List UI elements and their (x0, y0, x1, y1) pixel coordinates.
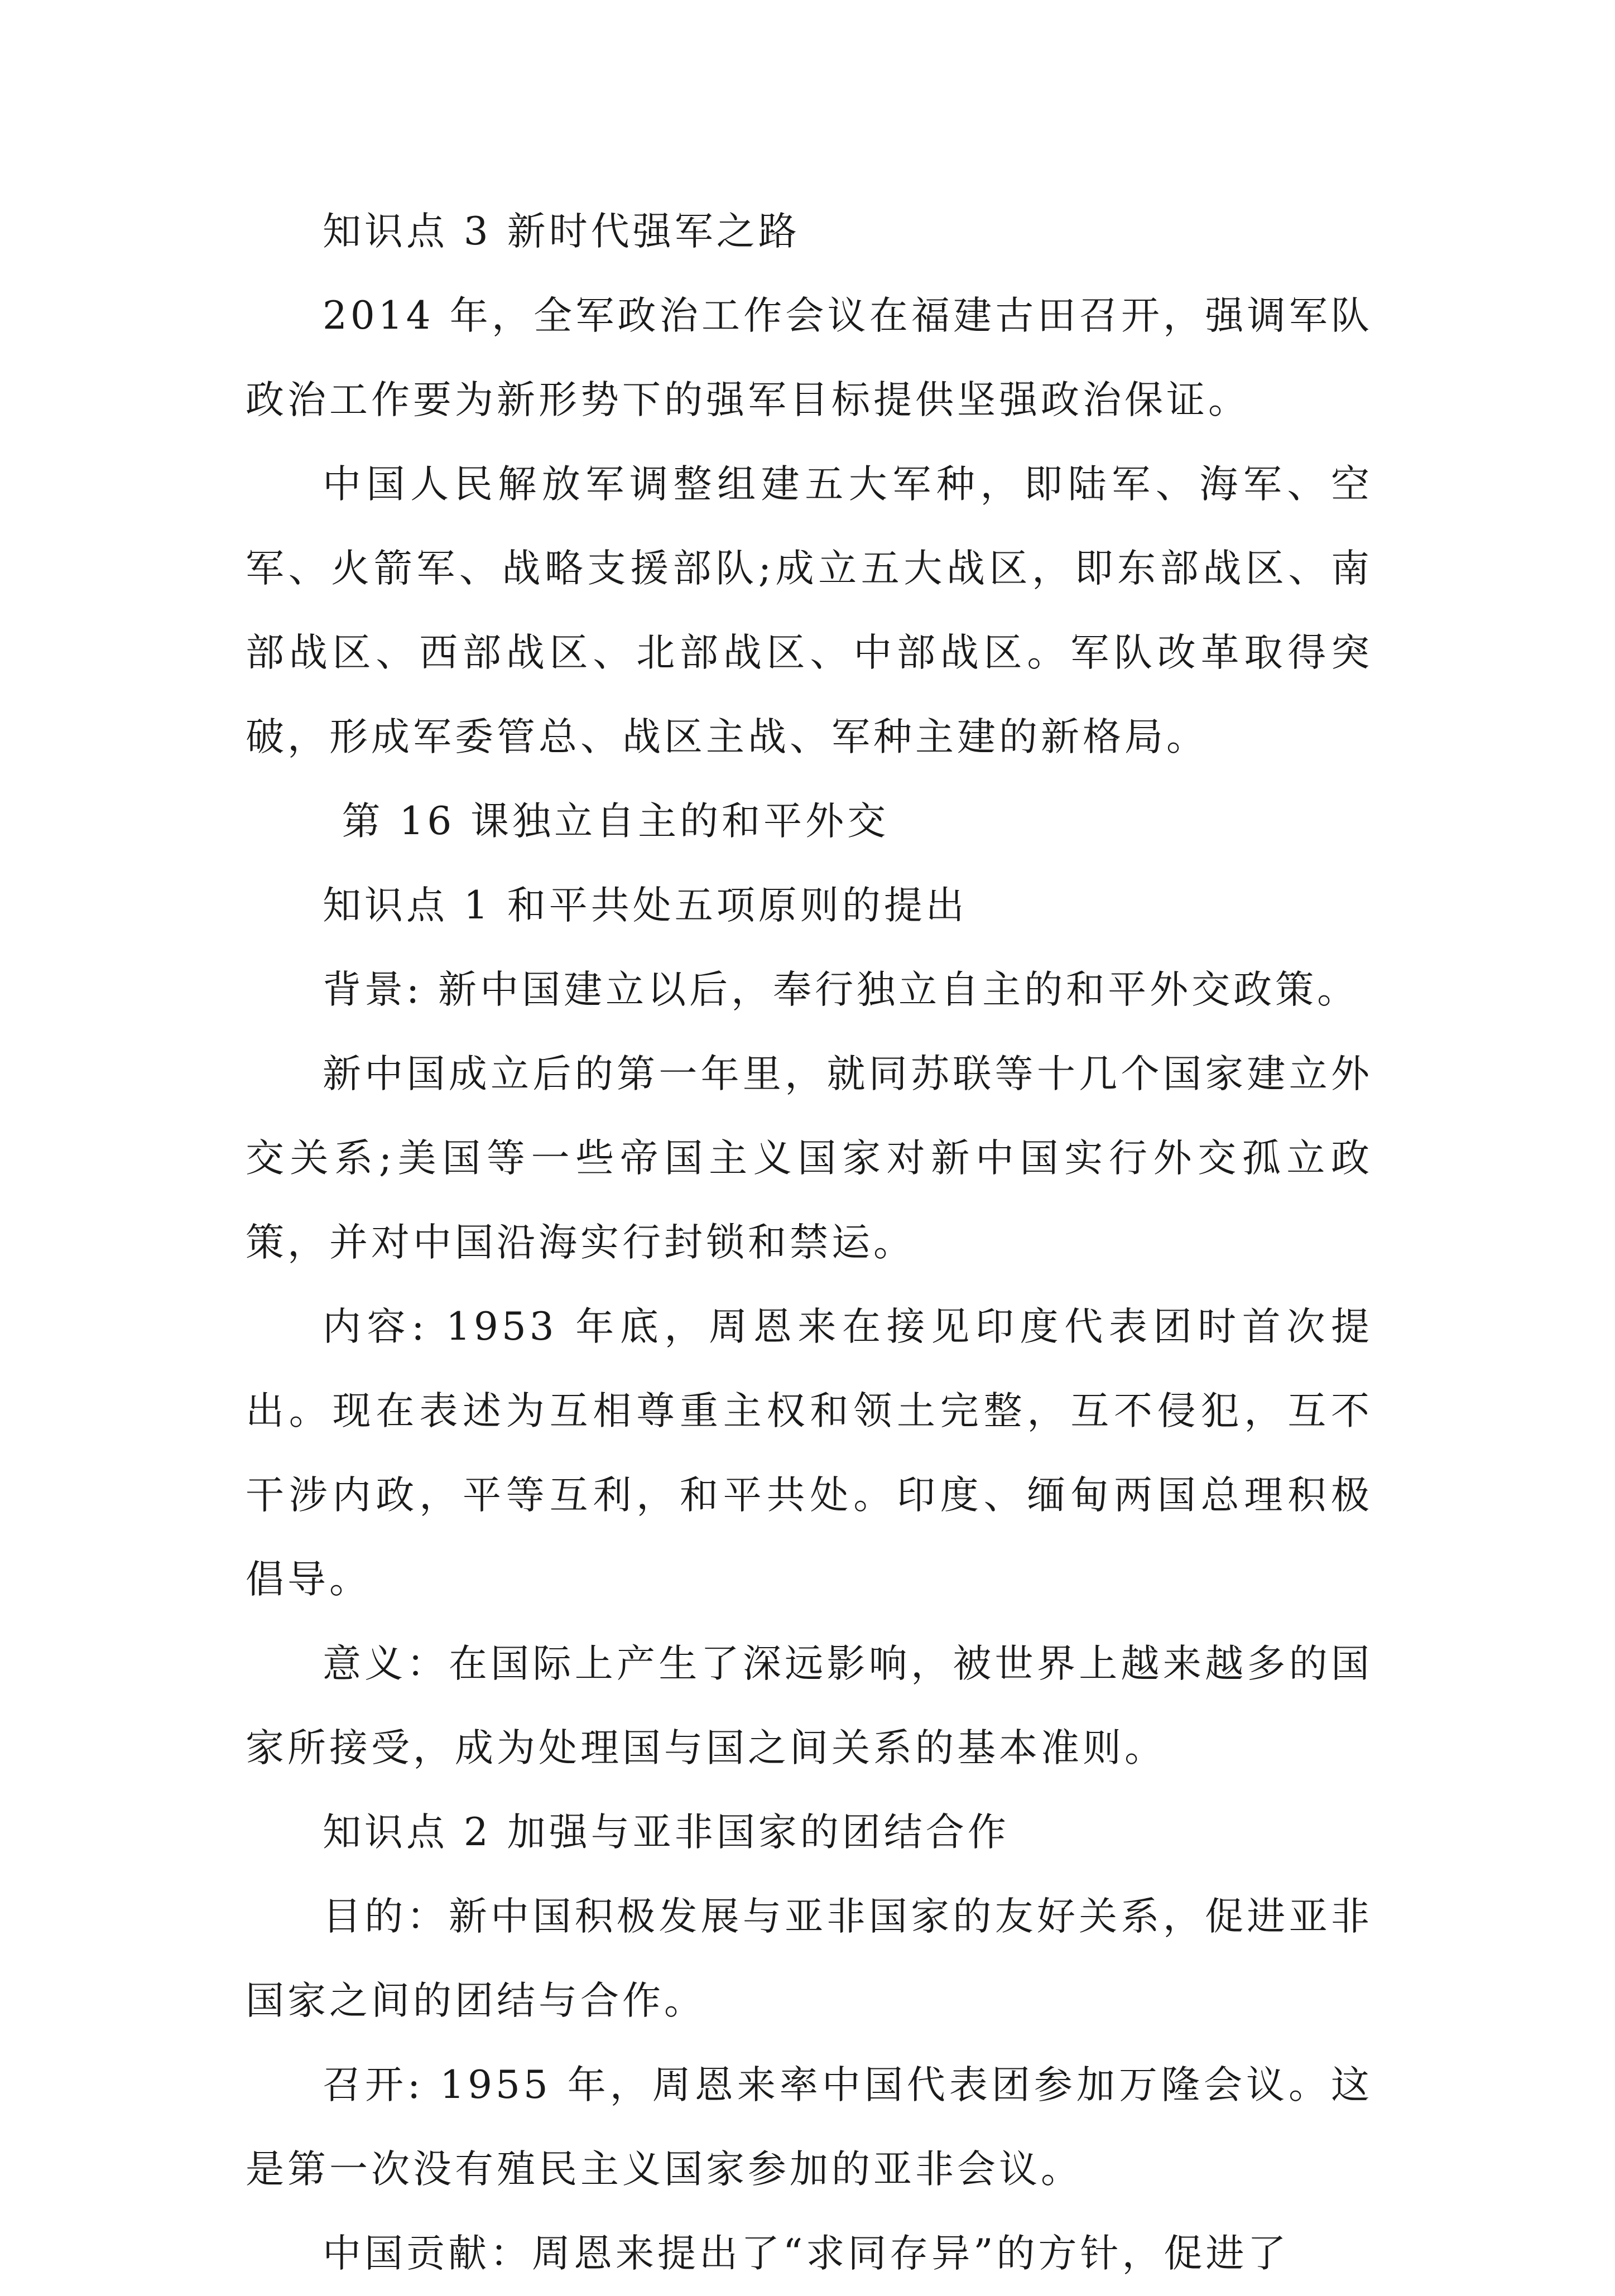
significance-paragraph: 意义：在国际上产生了深远影响，被世界上越来越多的国家所接受，成为处理国与国之间关系的基本准则。 (246, 1642, 1373, 1770)
background-paragraph: 背景: 新中国建立以后，奉行独立自主的和平外交政策。 (323, 968, 1359, 1012)
gutian-meeting-paragraph: 2014 年，全军政治工作会议在福建古田召开，强调军队政治工作要为新形势下的强军目标提供坚强政治保证。 (246, 293, 1373, 422)
military-reform-paragraph: 中国人民解放军调整组建五大军种，即陆军、海军、空军、火箭军、战略支援部队;成立五大战区，即东部战区、南部战区、西部战区、北部战区、中部战区。军队改革取得突破，形成军委管总、战区主战、军种主建的新格局。 (246, 462, 1373, 759)
purpose-paragraph: 目的：新中国积极发展与亚非国家的友好关系，促进亚非国家之间的团结与合作。 (246, 1894, 1373, 2023)
knowledge-point-3-heading: 知识点 3 新时代强军之路 (323, 209, 800, 254)
knowledge-point-2-heading: 知识点 2 加强与亚非国家的团结合作 (323, 1810, 1010, 1855)
document-body (246, 190, 1373, 2296)
china-contribution-paragraph: 中国贡献：周恩来提出了“求同存异”的方针，促进了 (323, 2231, 1290, 2276)
first-year-paragraph: 新中国成立后的第一年里，就同苏联等十几个国家建立外交关系;美国等一些帝国主义国家对新中国实行外交孤立政策，并对中国沿海实行封锁和禁运。 (246, 1052, 1373, 1265)
lesson-16-title: 第 16 课独立自主的和平外交 (342, 799, 890, 844)
convening-paragraph: 召开: 1955 年，周恩来率中国代表团参加万隆会议。这是第一次没有殖民主义国家参加的亚非会议。 (246, 2063, 1373, 2192)
content-paragraph: 内容: 1953 年底，周恩来在接见印度代表团时首次提出。现在表述为互相尊重主权和领土完整，互不侵犯，互不干涉内政，平等互利，和平共处。印度、缅甸两国总理积极倡导。 (246, 1305, 1373, 1602)
knowledge-point-1-heading: 知识点 1 和平共处五项原则的提出 (323, 883, 968, 928)
